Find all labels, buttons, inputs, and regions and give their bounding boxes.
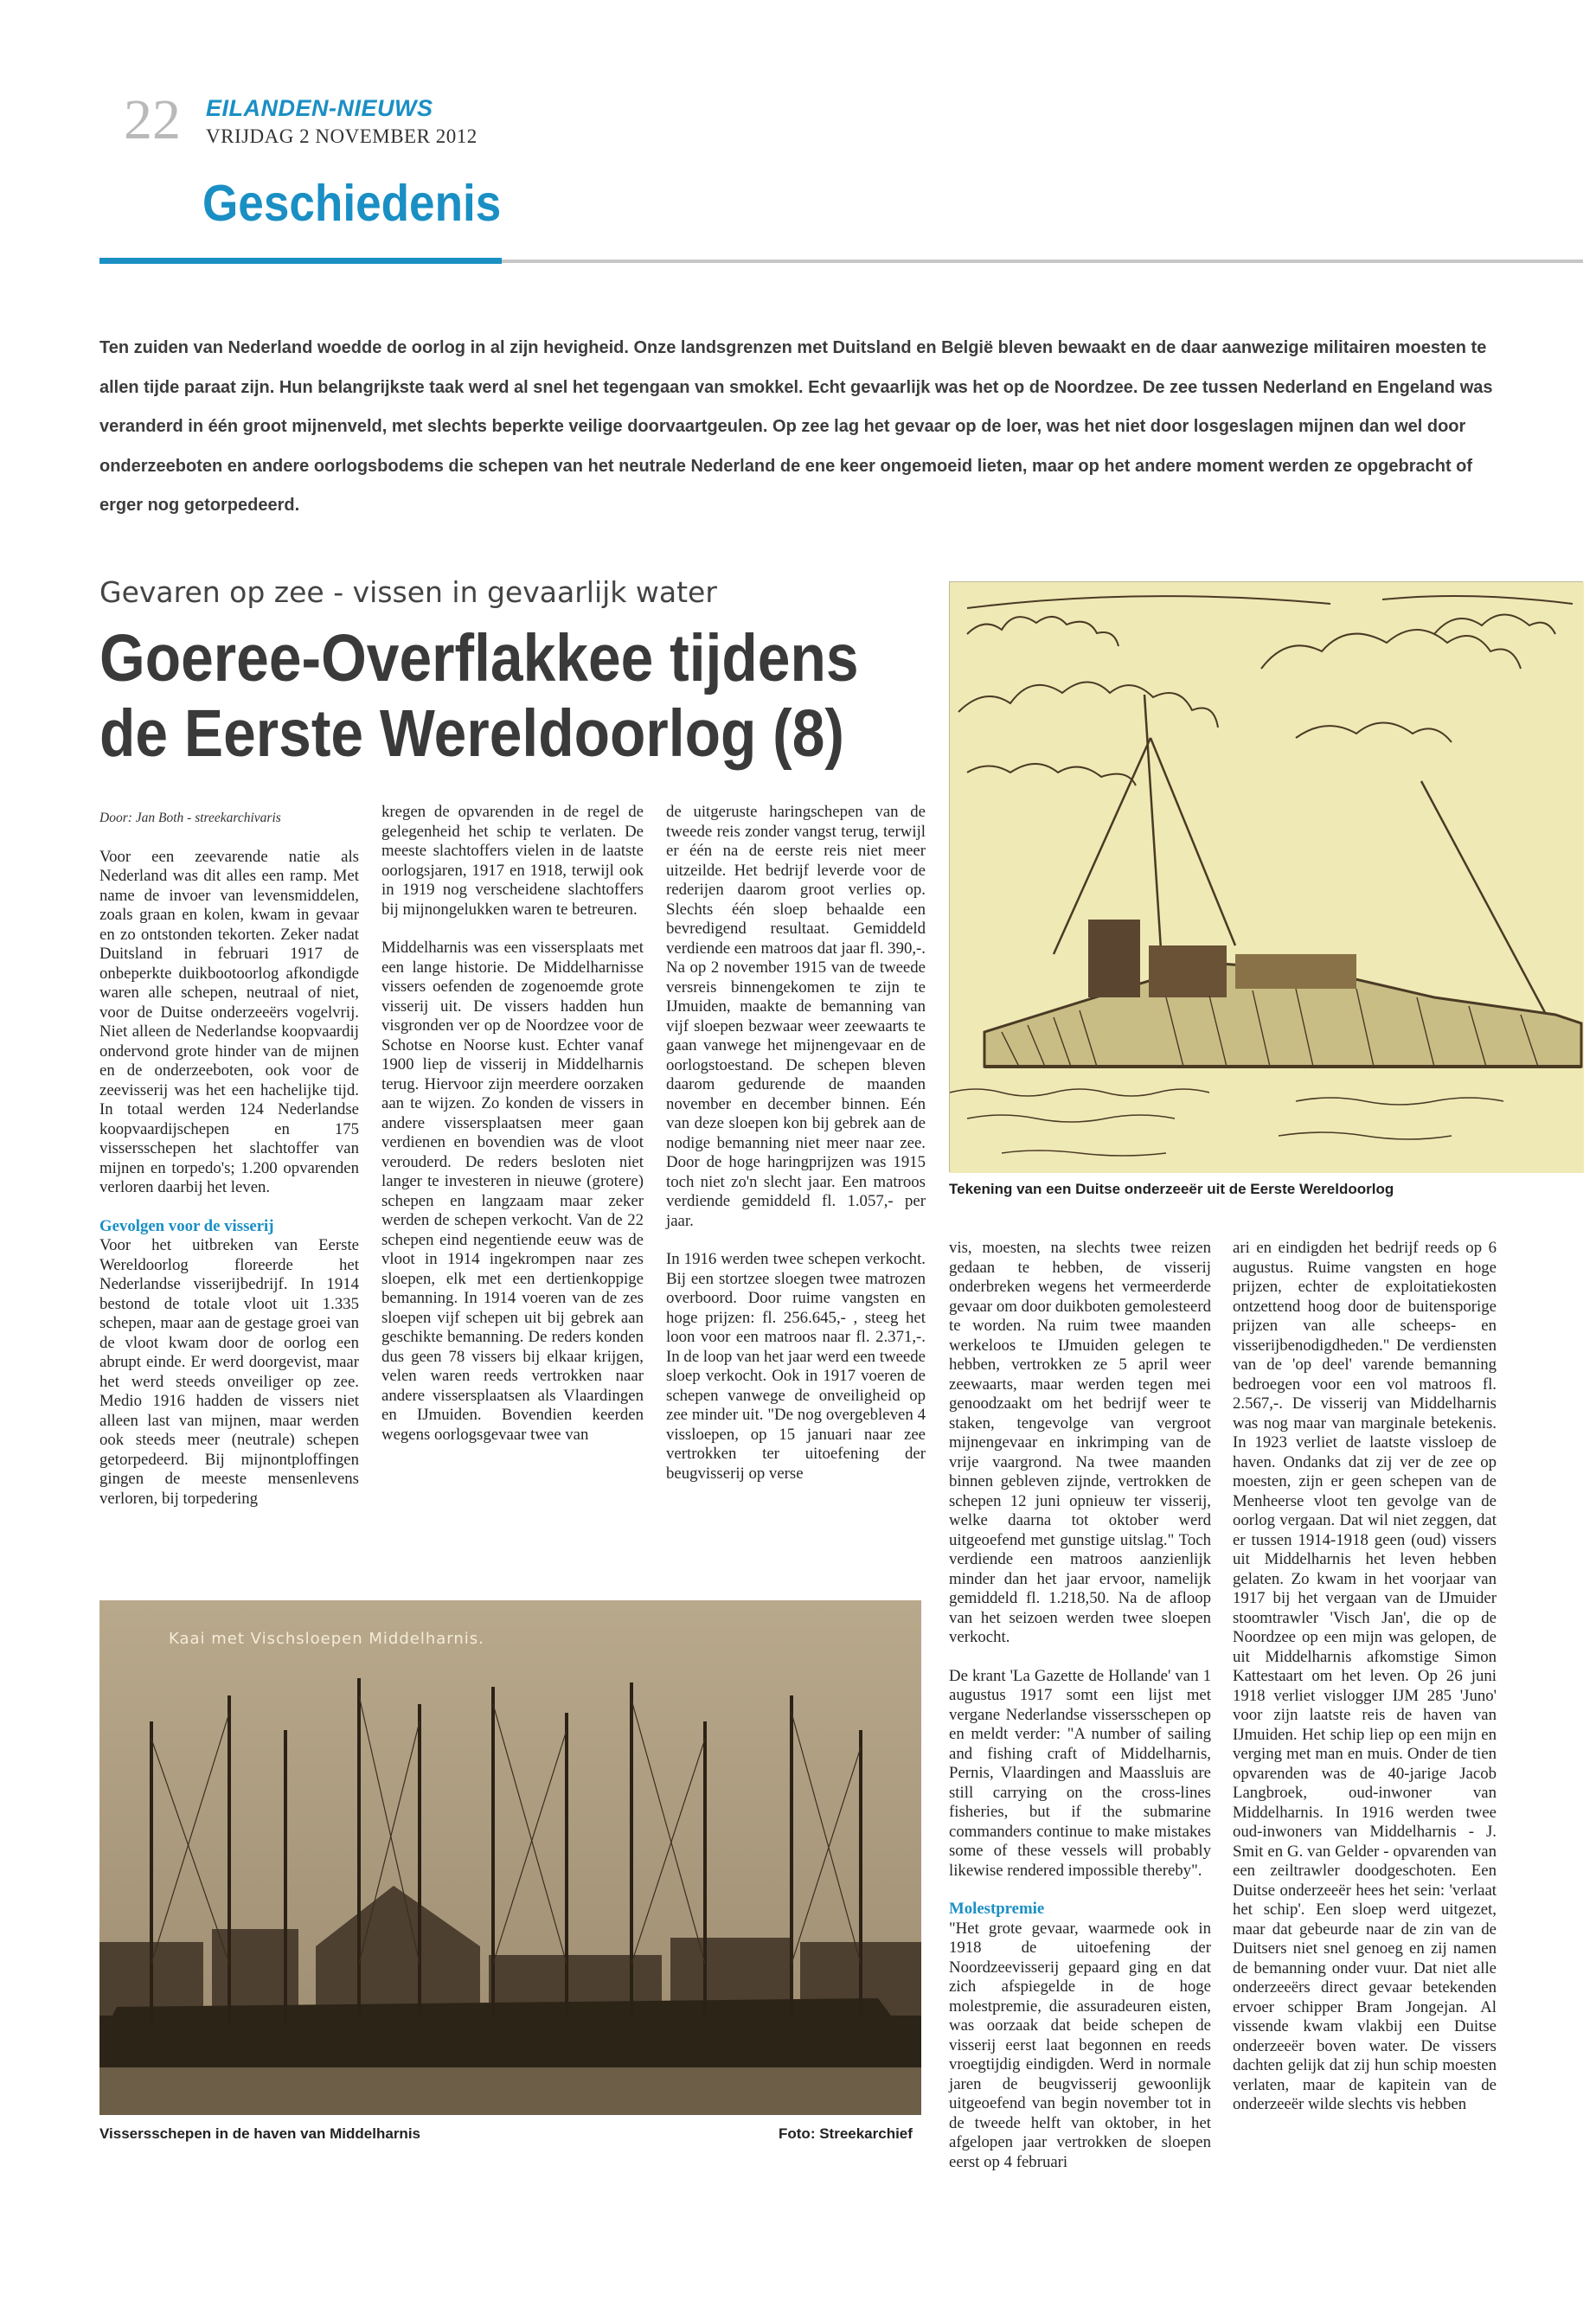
submarine-drawing: [949, 581, 1583, 1172]
sketch-caption: Tekening van een Duitse onderzeeër uit de Eerste Wereldoorlog: [949, 1181, 1394, 1197]
harbour-photo: [99, 1600, 921, 2115]
photo-caption: Vissersschepen in de haven van Middelharnis: [99, 2125, 420, 2142]
column-paragraph: ari en eindigden het bedrijf reeds op 6 augustus. Ruime vangsten en hoge prijzen, echter de exploitatiekosten ontzettend hoog door de buitensporige prijzen van alle scheeps- en visserijbenodigdheden." De verdiensten van de 'op deel' varende bemanning bedroegen voor een vol matroos fl. 2.567,-. De visserij van Middelharnis was nog maar van marginale betekenis. In 1923 verliet de laatste vissloep de haven. Ondanks dat zij ver de zee op moesten, zijn er geen schepen van de Menheerse vloot ten gevolge van de oorlog vergaan. Dat wil niet zeggen, dat er tussen 1914-1918 geen (oud) vissers uit Middelharnis het leven hebben gelaten. Zo kwam in het voorjaar van 1917 bij het vergaan van de IJmuider stoomtrawler 'Visch Jan', die op de Noordzee op een mijn was gelopen, de uit Middelharnis afkomstige Simon Kattestaart om het leven. Op 26 juni 1918 verliet vislogger IJM 285 'Juno' voor zijn laatste reis de haven van IJmuiden. Het schip liep op een mijn en verging met man en muis. Onder de tien opvarenden was de 40-jarige Jacob Langbroek, oud-inwoner van Middelharnis. In 1916 werden twee oud-inwoners van Middelharnis - J. Smit en G. van Gelder - opvarenden van een zeiltrawler doodgeschoten. Een Duitse onderzeeër hees het sein: 'verlaat het schip'. Een sloep werd uitgezet, maar dat gebeurde naar de zin van de Duitsers niet snel genoeg en zij namen de bemanning onder vuur. Dat niet alle onderzeeërs direct gevaar betekenden ervoer schipper Bram Jongejan. Al vissende kwam vlakbij een Duitse onderzeeër boven water. De vissers dachten gelijk dat zij hun schip moesten verlaten, maar de kapitein van de onderzeeër wilde slechts vis hebben: [1233, 1239, 1497, 2113]
article-column-5: [1233, 1239, 1497, 2115]
headline-line-1: Goeree-Overflakkee tijdens: [99, 621, 859, 695]
column-paragraph: Voor een zeevarende natie als Nederland was dit alles een ramp. Met name de invoer van levensmiddelen, zoals graan en kolen, kwam in gevaar en zo ontstonden tekorten. Zeker nadat Duitsland in februari 1917 de onbeperkte duikbootoorlog afkondigde waren alle schepen, neutraal of niet, voor de Duitse onderzeeërs vogelvrij. Niet alleen de Nederlandse koopvaardij ondervond grote hinder van de mijnen en de onderzeeboten, ook voor de zeevisserij was het een hachelijke tijd. In totaal werden 124 Nederlandse koopvaardijschepen en 175 vissersschepen het slachtoffer van mijnen en torpedo's; 1.200 opvarenden verloren daarbij het leven.: [99, 847, 359, 1196]
subheading: Gevolgen voor de visserij: [99, 1216, 274, 1235]
section-rule-accent: [99, 258, 502, 264]
article-kicker: Gevaren op zee - vissen in gevaarlijk water: [99, 575, 717, 609]
photo-credit: Foto: Streekarchief: [779, 2125, 913, 2142]
column-paragraph: "Het grote gevaar, waarmede ook in 1918 de uitoefening der Noordzeevisserij gepaard ging en dat zich afspiegelde in de hoge molestpremie, die assuradeuren eisten, was oorzaak dat beide schepen de visserij eerst laat begonnen en reeds vroegtijdig eindigden. Werd in normale jaren de beugvisserij gewoonlijk uitgeoefend van begin november tot in de tweede helft van oktober, in het afgelopen jaar vertrokken de sloepen eerst op 4 februari: [949, 1919, 1211, 2171]
article-column-3: [666, 803, 926, 1484]
article-column-2: [381, 803, 644, 1445]
article-column-1: [99, 809, 359, 1509]
intro-paragraph: Ten zuiden van Nederland woedde de oorlog in al zijn hevigheid. Onze landsgrenzen met Duitsland en België bleven bewaakt en de daar aanwezige militairen moesten te allen tijde paraat zijn. Hun belangrijkste taak werd al snel het tegengaan van smokkel. Echt gevaarlijk was het op de Noordzee. De zee tussen Nederland en Engeland was veranderd in één groot mijnenveld, met slechts beperkte veilige doorvaartgeulen. Op zee lag het gevaar op de loer, was het niet door losgeslagen mijnen dan wel door onderzeeboten en andere oorlogsbodems die schepen van het neutrale Nederland de ene keer ongemoeid lieten, maar op het andere moment werden ze opgebracht of erger nog getorpedeerd.: [99, 338, 1493, 515]
submarine-sketch-illustration: [950, 582, 1584, 1173]
photo-water: [99, 2067, 921, 2115]
column-paragraph: In 1916 werden twee schepen verkocht. Bij een stortzee sloegen twee matrozen overboord. Door ruime vangsten en hoge prijzen: fl. 256.645,- , steeg het loon voor een matroos naar fl. 2.371,-. In de loop van het jaar werd een tweede sloep verkocht. Ook in 1917 voeren de schepen vanwege de onveiligheid op zee minder uit. "De nog overgebleven 4 vissloepen, op 15 januari naar zee vertrokken ter uitoefening der beugvisserij op verse: [666, 1250, 926, 1483]
issue-date: VRIJDAG 2 NOVEMBER 2012: [206, 125, 478, 147]
article-headline: [99, 621, 861, 772]
column-paragraph: Middelharnis was een vissersplaats met een lange historie. De Middelharnisse vissers oefenden de zogenoemde grote visserij uit. De vissers hadden hun visgronden ver op de Noordzee voor de Schotse en Noorse kust. Echter vanaf 1900 liep de visserij in Middelharnis terug. Hiervoor zijn meerdere oorzaken aan te wijzen. Zo konden de vissers in andere vissersplaatsen meer gaan verdienen en bovendien was de vloot verouderd. De reders besloten niet langer te investeren in nieuwe (grotere) schepen en langzaam maar zeker werden de schepen verkocht. Van de 22 schepen eind negentiende eeuw was de vloot in 1914 ingekrompen naar zes sloepen, elk met een dertienkoppige bemanning. In 1914 voeren van de zes sloepen vijf schepen uit bij gebrek aan geschikte bemanning. De reders konden dus geen 78 vissers bij elkaar krijgen, velen waren reeds vertrokken naar andere vissersplaatsen als Vlaardingen en IJmuiden. Bovendien keerden wegens oorlogsgevaar twee van: [381, 939, 644, 1444]
column-paragraph: kregen de opvarenden in de regel de gelegenheid het schip te verlaten. De meeste slachtoffers vielen in de laatste oorlogsjaren, 1917 en 1918, terwijl ook in 1919 nog verscheidene slachtoffers bij mijnongelukken waren te betreuren.: [381, 803, 644, 919]
byline: Door: Jan Both - streekarchivaris: [99, 811, 281, 825]
column-paragraph: de uitgeruste haringschepen van de tweede reis zonder vangst terug, terwijl er één na de eerste reis niet meer uitzeilde. Het bedrijf leverde voor de rederijen daarom groot verlies op. Slechts één sloep behaalde een bevredigend resultaat. Gemiddeld verdiende een matroos dat jaar fl. 390,-. Na op 2 november 1915 van de tweede versreis binnengekomen te zijn te IJmuiden, maakte de bemanning van vijf sloepen bezwaar weer zeewaarts te gaan vanwege het mijnengevaar en de oorlogstoestand. De schepen bleven daarom gedurende de maanden november en december binnen. Eén van deze sloepen kon bij gebrek aan de nodige bemanning niet meer naar zee. Door de hoge haringprijzen was 1915 toch niet zo'n slecht jaar. Een matroos verdiende gemiddeld fl. 1.057,- per jaar.: [666, 803, 926, 1230]
article-column-4: [949, 1239, 1211, 2172]
section-title: Geschiedenis: [202, 175, 502, 232]
section-rule: [502, 260, 1583, 263]
column-paragraph: Voor het uitbreken van Eerste Wereldoorlog floreerde het Nederlandse visserijbedrijf. In 1914 bestond de totale vloot uit 1.335 schepen, maar aan de gestage groei van de vloot kwam door de oorlog een abrupt einde. Er werd doorgevist, maar het werd steeds onveiliger op zee. Medio 1916 hadden de vissers niet alleen last van mijnen, maar werden ook steeds meer (neutrale) schepen getorpedeerd. Bij mijnontploffingen gingen de meeste mensenlevens verloren, bij torpedering: [99, 1236, 359, 1508]
column-paragraph: vis, moesten, na slechts twee reizen gedaan te hebben, de visserij onderbreken wegens het vermeerderde gevaar om door duikboten gemolesteerd te worden. Na ruim twee maanden werkeloos te IJmuiden gelegen te hebben, vertrokken ze 5 april weer zeewaarts, maar werden tegen mei genoodzaakt om het bedrijf weer te staken, tengevolge van vergroot mijnengevaar en inkrimping van de vrije vaargrond. Na twee maanden binnen gebleven zijnde, vertrokken de schepen 12 juni opnieuw ter visserij, welke daarna tot oktober werd uitgeoefend met gunstige uitslag." Toch verdiende een matroos aanzienlijk minder dan het jaar ervoor, namelijk gemiddeld fl. 1.218,50. Na de afloop van het seizoen werden twee sloepen verkocht.: [949, 1239, 1211, 1646]
photo-inscription: Kaai met Vischsloepen Middelharnis.: [169, 1630, 484, 1648]
column-paragraph: De krant 'La Gazette de Hollande' van 1 augustus 1917 somt een lijst met vergane Nederlandse vissersschepen op en meldt verder: "A number of sailing and fishing craft of Middelharnis, Pernis, Vlaardingen and Maassluis are still carrying on the cross-lines fisheries, but if the submarine commanders continue to make mistakes some of these vessels will probably likewise rendered impossible thereby".: [949, 1666, 1211, 1880]
page-number: 22: [124, 88, 181, 151]
newspaper-masthead: EILANDEN-NIEUWS: [206, 95, 433, 121]
photo-boats: [99, 1998, 921, 2067]
headline-line-2: de Eerste Wereldoorlog (8): [99, 696, 844, 771]
subheading: Molestpremie: [949, 1900, 1045, 1918]
harbour-photo-image: [99, 1600, 921, 2115]
